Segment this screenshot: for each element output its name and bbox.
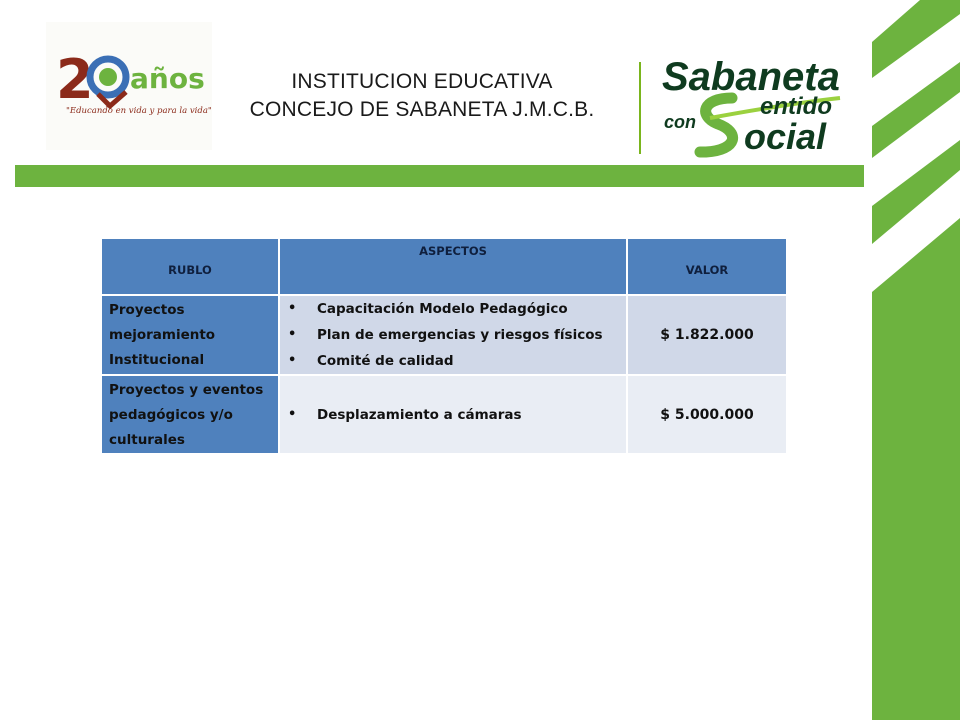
valor-cell: $ 5.000.000 — [627, 375, 786, 454]
logo-globe-center — [99, 68, 117, 86]
logo-word-entido: entido — [760, 93, 832, 120]
chevron-decoration — [870, 0, 960, 720]
logo-word-sabaneta: Sabaneta — [662, 55, 840, 99]
rublo-cell: Proyectos y eventos pedagógicos y/o culturales — [102, 375, 279, 454]
logo-big-s — [700, 98, 733, 152]
aspects-list — [280, 296, 626, 374]
title-line-2: CONCEJO DE SABANETA J.M.C.B. — [249, 98, 595, 121]
logo-word-anos: años — [130, 62, 205, 95]
rublo-cell: Proyectos mejoramiento Institucional — [102, 295, 279, 375]
header-divider — [639, 62, 641, 154]
aspectos-cell — [279, 375, 627, 454]
column-header-aspectos: ASPECTOS — [279, 239, 627, 295]
aspectos-cell — [279, 295, 627, 375]
valor-cell: $ 1.822.000 — [627, 295, 786, 375]
anniversary-logo-graphic — [46, 22, 212, 150]
column-header-valor: VALOR — [627, 239, 786, 295]
aspect-item: • Capacitación Modelo Pedagógico — [288, 296, 626, 322]
logo-tagline: "Educando en vida y para la vida" — [66, 106, 212, 116]
aspects-list — [280, 402, 626, 428]
header-green-band — [15, 165, 864, 187]
column-header-rublo: RUBLO — [102, 239, 279, 295]
sabaneta-logo — [654, 52, 864, 162]
sabaneta-logo-graphic — [654, 52, 864, 162]
table-row — [102, 295, 786, 375]
aspect-item: • Plan de emergencias y riesgos físicos — [288, 322, 626, 348]
logo-number-2: 2 — [56, 48, 94, 111]
table-header-row — [102, 239, 786, 295]
aspect-item: • Comité de calidad — [288, 348, 626, 374]
budget-table — [102, 239, 786, 455]
school-anniversary-logo — [46, 22, 212, 150]
page-title — [222, 68, 622, 124]
logo-word-ocial: ocial — [744, 116, 827, 157]
budget-table-container — [102, 239, 786, 455]
title-line-1: INSTITUCION EDUCATIVA — [291, 70, 553, 93]
aspect-item: • Desplazamiento a cámaras — [288, 402, 626, 428]
logo-word-con: con — [664, 112, 697, 132]
table-row — [102, 375, 786, 454]
